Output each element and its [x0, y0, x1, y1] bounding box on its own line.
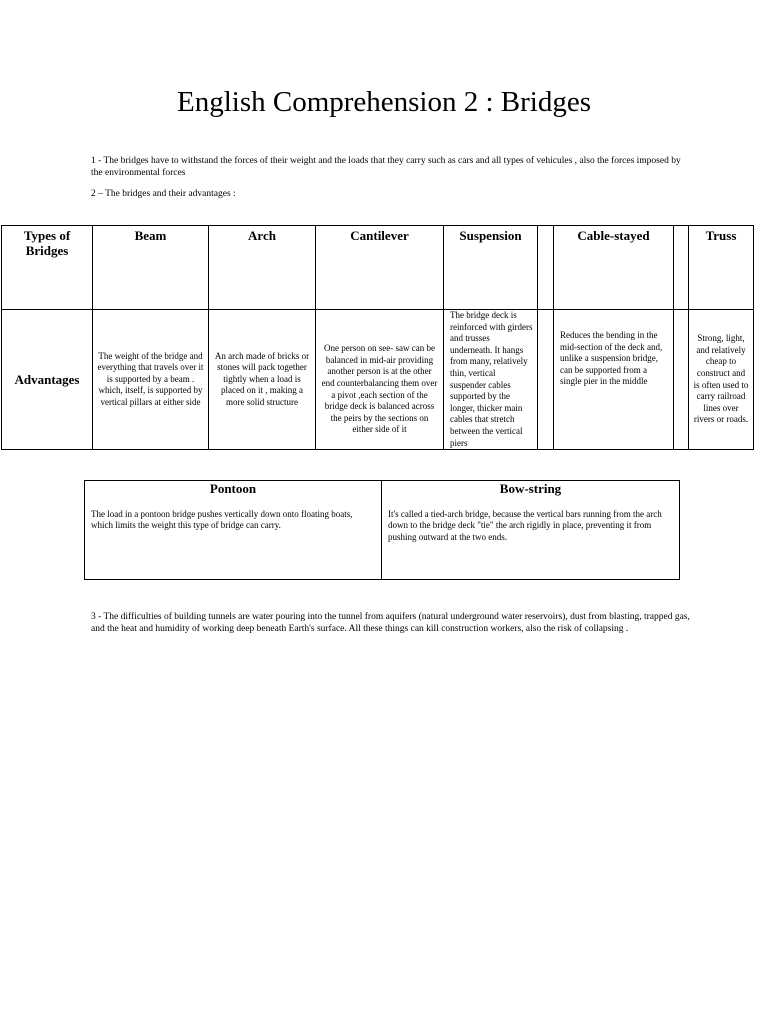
pontoon-heading: Pontoon [209, 481, 257, 496]
advantage-truss [689, 310, 754, 450]
paragraph-2: 2 – The bridges and their advantages : [91, 189, 236, 199]
bow-string-heading: Bow-string [499, 481, 562, 496]
header-truss: Truss [689, 226, 754, 310]
bow-string-text: It's called a tied-arch bridge, because the vertical bars running from the arch down to the bridge deck "tie" the arch rigidly in place, preventing it from pushing outward at the two ends. [388, 508, 662, 542]
spacer-cell [538, 310, 554, 450]
extra-bridges-row [85, 481, 680, 580]
pontoon-text: The load in a pontoon bridge pushes vertically down onto floating boats, which limits the weight this type of bridge can carry. [91, 508, 353, 531]
page-title: English Comprehension 2 : Bridges [176, 86, 592, 118]
header-arch: Arch [209, 226, 316, 310]
advantages-label: Advantages [2, 310, 93, 450]
paragraph-1: 1 - The bridges have to withstand the forces of their weight and the loads that they carry such as cars and all types of vehicules , also the forces imposed by the environmental forces [91, 156, 681, 178]
header-suspension: Suspension [444, 226, 538, 310]
advantages-row [2, 310, 754, 450]
advantage-cable-stayed [554, 310, 674, 450]
advantage-cantilever-text: One person on see- saw can be balanced in mid-air providing another person is at the other end counterbalancing them over a pivot ,each section of the bridge deck is balanced across the peirs by the sections on either side of it [321, 343, 438, 435]
header-cantilever: Cantilever [316, 226, 444, 310]
advantage-suspension: The bridge deck is reinforced with girders and trusses underneath. It hangs from many, relatively thin, vertical suspender cables supported by the longer, thicker main cables that stretch between the vertical piers [444, 310, 538, 450]
extra-bridges-table [84, 480, 680, 580]
bow-string-cell [382, 481, 680, 580]
types-of-bridges-label: Types of Bridges [2, 226, 93, 310]
advantage-beam [93, 310, 209, 450]
advantage-arch-text: An arch made of bricks or stones will pack together tightly when a load is placed on it , making a more solid structure [214, 350, 310, 407]
spacer-cell [674, 226, 689, 310]
bridges-table [1, 225, 754, 450]
spacer-cell [674, 310, 689, 450]
header-cable-stayed: Cable-stayed [554, 226, 674, 310]
bridge-types-header-row [2, 226, 754, 310]
header-beam: Beam [93, 226, 209, 310]
paragraph-3: 3 - The difficulties of building tunnels are water pouring into the tunnel from aquifers (natural underground water reservoirs), dust from blasting, trapped gas, and the heat and humidity of working deep beneath Earth's surface. All these things can kill construction workers, also the risk of collapsing . [91, 612, 690, 634]
advantage-arch [209, 310, 316, 450]
spacer-cell [538, 226, 554, 310]
advantage-cantilever [316, 310, 444, 450]
advantage-cable-stayed-text: Reduces the bending in the mid-section of the deck and, unlike a suspension bridge, can be supported from a single pier in the middle [560, 330, 663, 387]
advantage-truss-text: Strong, light, and relatively cheap to construct and is often used to carry railroad lines over rivers or roads. [693, 333, 749, 425]
pontoon-cell [85, 481, 382, 580]
advantage-beam-text: The weight of the bridge and everything that travels over it is supported by a beam . which, itself, is supported by vertical pillars at either side [97, 350, 204, 407]
